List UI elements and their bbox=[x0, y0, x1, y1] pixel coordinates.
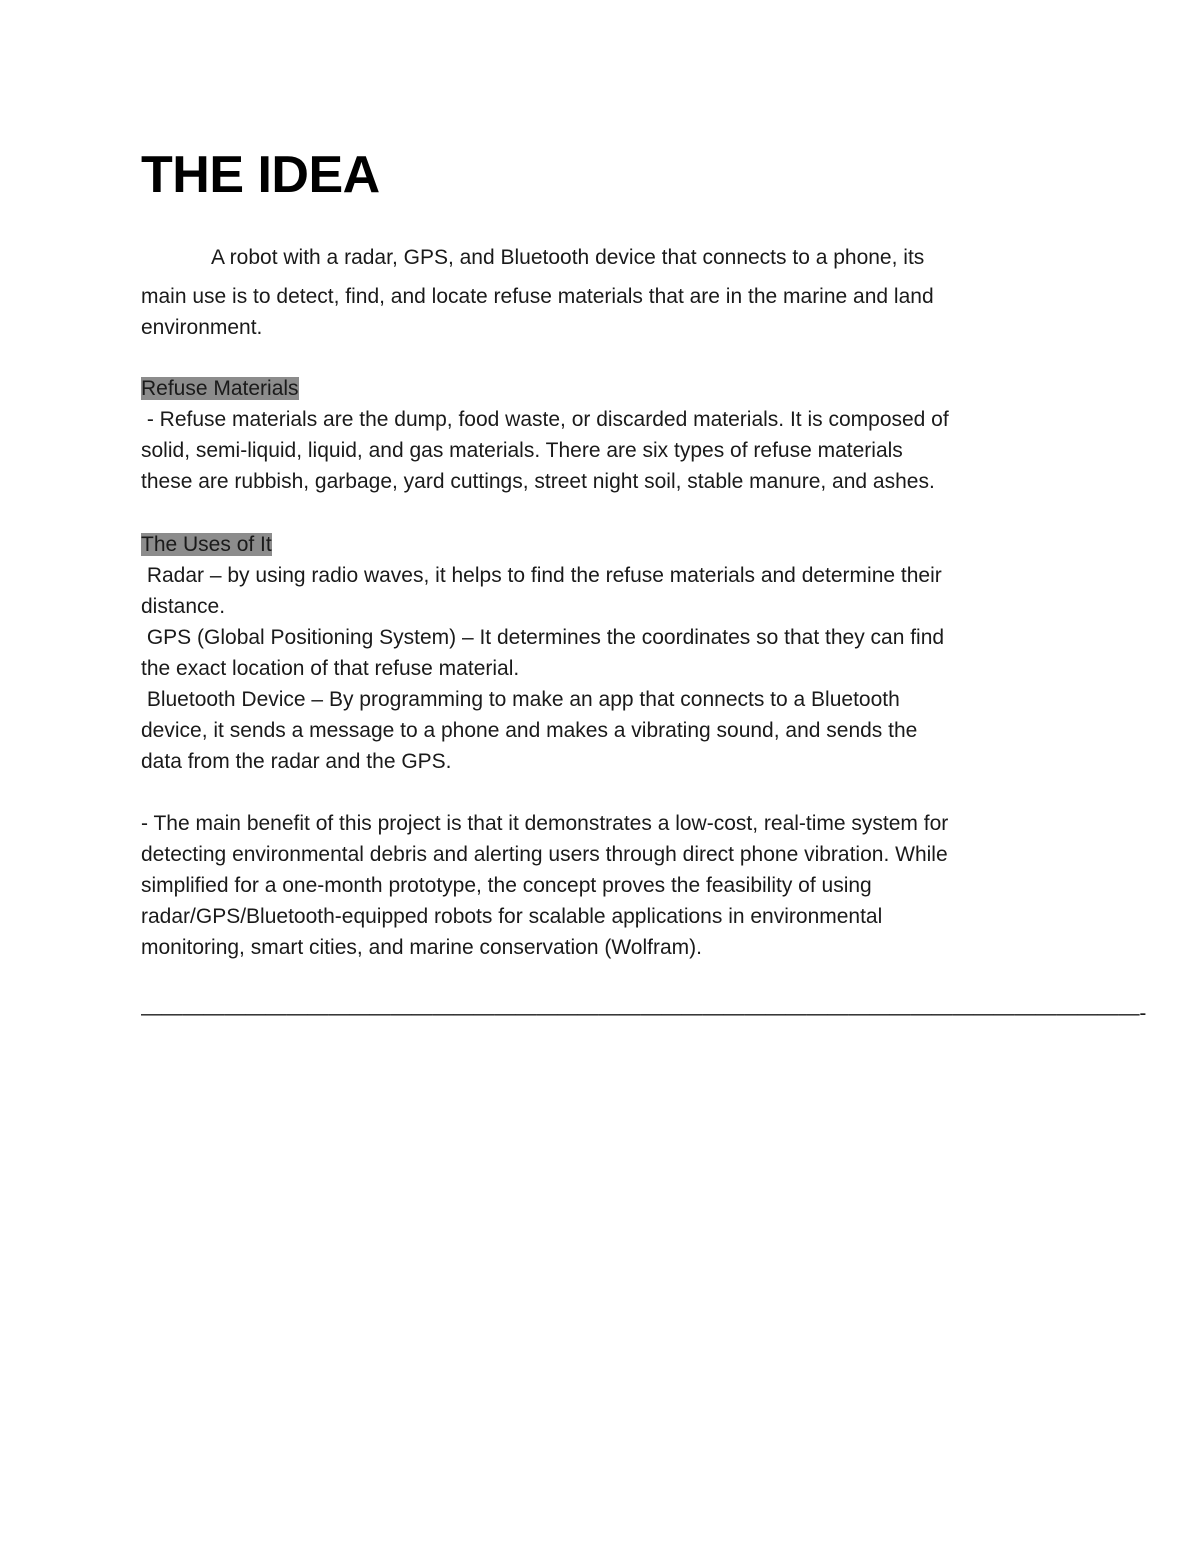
uses-line: distance. bbox=[141, 595, 226, 618]
benefit-paragraph bbox=[141, 808, 948, 963]
intro-paragraph bbox=[141, 242, 934, 343]
uses-line: device, it sends a message to a phone and makes a vibrating sound, and sends the bbox=[141, 719, 918, 742]
refuse-materials-heading: Refuse Materials bbox=[141, 377, 299, 400]
refuse-line: these are rubbish, garbage, yard cuttings, street night soil, stable manure, and ashes. bbox=[141, 470, 935, 493]
uses-line: Bluetooth Device – By programming to make an app that connects to a Bluetooth bbox=[141, 688, 900, 711]
intro-line: environment. bbox=[141, 316, 263, 339]
refuse-materials-section bbox=[141, 373, 949, 497]
benefit-line: monitoring, smart cities, and marine conservation (Wolfram). bbox=[141, 936, 702, 959]
benefit-line: detecting environmental debris and alerting users through direct phone vibration. While bbox=[141, 843, 948, 866]
refuse-line: - Refuse materials are the dump, food waste, or discarded materials. It is composed of bbox=[141, 408, 949, 431]
uses-line: GPS (Global Positioning System) – It determines the coordinates so that they can find bbox=[141, 626, 945, 649]
benefit-line: radar/GPS/Bluetooth-equipped robots for scalable applications in environmental bbox=[141, 905, 883, 928]
intro-line: A robot with a radar, GPS, and Bluetooth device that connects to a phone, its bbox=[211, 246, 925, 269]
uses-line: the exact location of that refuse material. bbox=[141, 657, 520, 680]
document-title: THE IDEA bbox=[141, 146, 380, 204]
intro-line: main use is to detect, find, and locate refuse materials that are in the marine and land bbox=[141, 285, 934, 308]
uses-line: data from the radar and the GPS. bbox=[141, 750, 452, 773]
section-divider: ————————————————————————————————————————————————- bbox=[141, 1002, 1147, 1025]
refuse-line: solid, semi-liquid, liquid, and gas materials. There are six types of refuse materials bbox=[141, 439, 903, 462]
uses-section bbox=[141, 529, 944, 777]
uses-heading: The Uses of It bbox=[141, 533, 272, 556]
benefit-line: - The main benefit of this project is that it demonstrates a low-cost, real-time system for bbox=[141, 812, 949, 835]
uses-line: Radar – by using radio waves, it helps to find the refuse materials and determine their bbox=[141, 564, 942, 587]
benefit-line: simplified for a one-month prototype, the concept proves the feasibility of using bbox=[141, 874, 872, 897]
